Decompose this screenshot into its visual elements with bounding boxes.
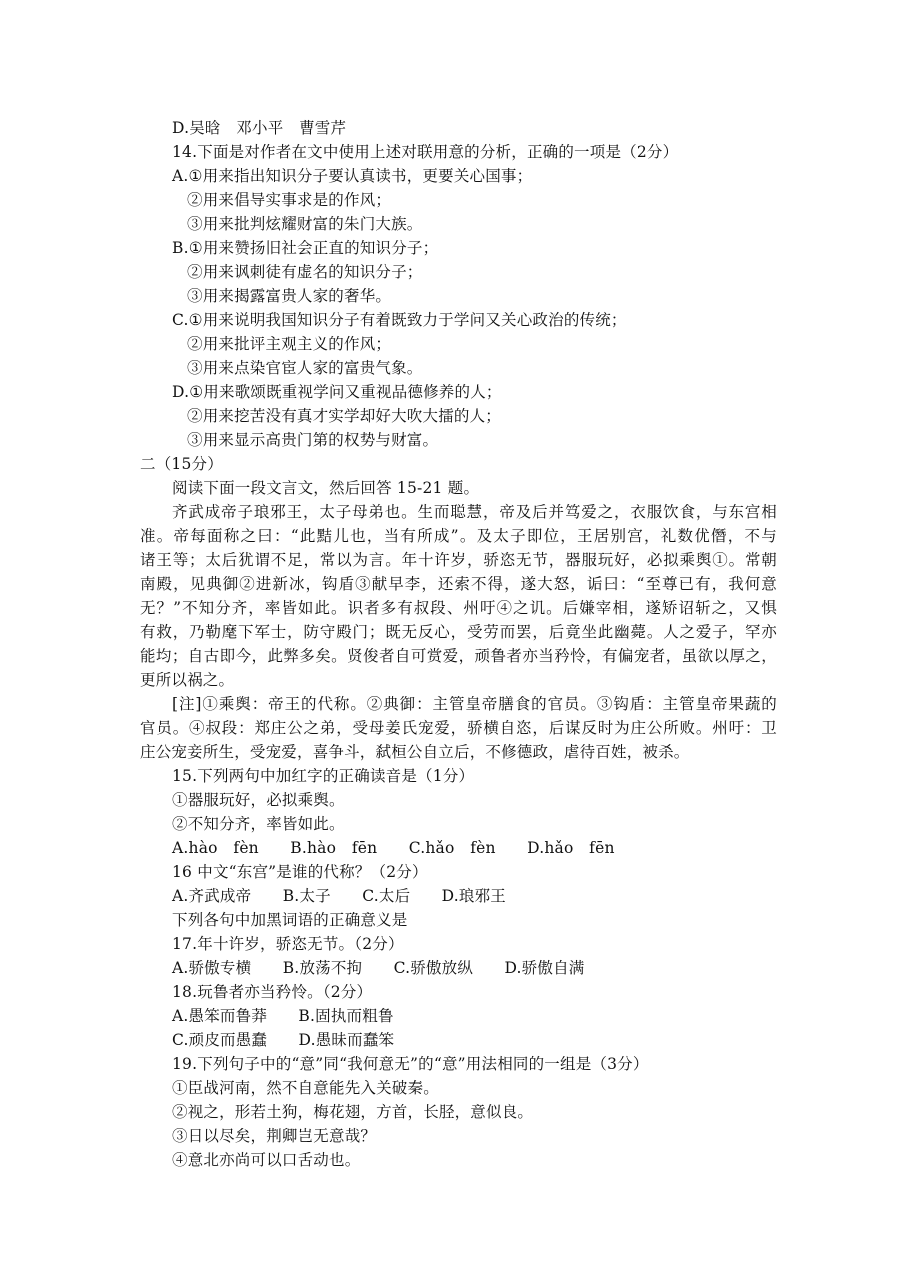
passage-line: 无？”不知分齐，率皆如此。识者多有叔段、州吁④之讥。后嫌宰相，遂矫诏斩之，又惧 <box>140 599 777 617</box>
question-19-sentence-4: ④意北亦尚可以口舌动也。 <box>172 1151 361 1169</box>
passage-line: 南殿，见典御②进新冰，钩盾③献早李，还索不得，遂大怒，诟曰：“至尊已有，我何意 <box>140 575 777 593</box>
notes-line: 庄公宠妾所生，受宠爱，喜争斗，弑桓公自立后，不修德政，虐待百姓，被杀。 <box>140 743 690 761</box>
passage-line: 能均；自古即今，此弊多矣。贤俊者自可赏爱，顽鲁者亦当矜怜，有偏宠者，虽欲以厚之， <box>140 647 777 665</box>
passage-line: 有救，乃勒麾下军士，防守殿门；既无反心，受劳而罢，后竟坐此幽薨。人之爱子，罕亦 <box>140 623 777 641</box>
question-19-sentence-2: ②视之，形若土狗，梅花翅，方首，长胫，意似良。 <box>172 1103 534 1121</box>
option-c-2: ②用来批评主观主义的作风； <box>187 335 392 353</box>
option-d-3: ③用来显示高贵门第的权势与财富。 <box>187 431 439 449</box>
question-19-sentence-1: ①臣战河南，然不自意能先入关破秦。 <box>172 1079 439 1097</box>
passage-line: 诸王等；太后犹谓不足，常以为言。年十许岁，骄恣无节，器服玩好，必拟乘舆①。常朝 <box>140 551 777 569</box>
question-17: 17.年十许岁，骄恣无节。（2分） <box>172 935 404 953</box>
passage-line: 准。帝每面称之曰：“此黠儿也，当有所成”。及太子即位，王居别宫，礼数优僭，不与 <box>140 527 777 545</box>
instructions: 阅读下面一段文言文，然后回答 15-21 题。 <box>172 479 480 497</box>
question-16: 16 中文“东宫”是谁的代称？（2分） <box>172 863 428 881</box>
option-a-3: ③用来批判炫耀财富的朱门大族。 <box>187 215 423 233</box>
question-19-sentence-3: ③日以尽矣，荆卿岂无意哉？ <box>172 1127 377 1145</box>
question-18-options-1: A.愚笨而鲁莽 B.固执而粗鲁 <box>172 1007 394 1025</box>
option-c-1: C.①用来说明我国知识分子有着既致力于学问又关心政治的传统； <box>172 311 627 329</box>
option-d-2: ②用来挖苦没有真才实学却好大吹大擂的人； <box>187 407 502 425</box>
question-17-options: A.骄傲专横 B.放荡不拘 C.骄傲放纵 D.骄傲自满 <box>172 959 585 977</box>
line-1: D.吴晗 邓小平 曹雪芹 <box>172 119 347 137</box>
option-b-2: ②用来讽刺徒有虚名的知识分子； <box>187 263 423 281</box>
option-a-2: ②用来倡导实事求是的作风； <box>187 191 392 209</box>
passage-line: 更所以祸之。 <box>140 671 235 689</box>
question-15: 15.下列两句中加红字的正确读音是（1分） <box>172 767 475 785</box>
question-14: 14.下面是对作者在文中使用上述对联用意的分析，正确的一项是（2分） <box>172 143 679 161</box>
notes-line: 官员。④叔段：郑庄公之弟，受母姜氏宠爱，骄横自恣，后谋反时为庄公所败。州吁：卫 <box>140 719 777 737</box>
question-15-sentence-2: ②不知分齐，率皆如此。 <box>172 815 345 833</box>
question-19: 19.下列句子中的“意”同“我何意无”的“意”用法相同的一组是（3分） <box>172 1055 649 1073</box>
passage-line: 齐武成帝子琅邪王，太子母弟也。生而聪慧，帝及后并笃爱之，衣服饮食，与东宫相 <box>172 503 777 521</box>
section-heading: 二（15分） <box>140 455 223 473</box>
question-18-options-2: C.顽皮而愚蠢 D.愚昧而蠢笨 <box>172 1031 395 1049</box>
question-group-heading: 下列各句中加黑词语的正确意义是 <box>172 911 408 929</box>
question-16-options: A.齐武成帝 B.太子 C.太后 D.琅邪王 <box>172 887 506 905</box>
question-18: 18.玩鲁者亦当矜怜。（2分） <box>172 983 373 1001</box>
option-b-1: B.①用来赞扬旧社会正直的知识分子； <box>172 239 439 257</box>
question-15-options: A.hào fèn B.hào fēn C.hǎo fèn D.hǎo fēn <box>172 839 615 857</box>
question-15-sentence-1: ①器服玩好，必拟乘舆。 <box>172 791 345 809</box>
option-d-1: D.①用来歌颂既重视学问又重视品德修养的人； <box>172 383 502 401</box>
option-b-3: ③用来揭露富贵人家的奢华。 <box>187 287 392 305</box>
option-a-1: A.①用来指出知识分子要认真读书，更要关心国事； <box>172 167 533 185</box>
option-c-3: ③用来点染官宦人家的富贵气象。 <box>187 359 423 377</box>
notes-line: [注]①乘舆：帝王的代称。②典御：主管皇帝膳食的官员。③钩盾：主管皇帝果蔬的 <box>172 695 777 713</box>
